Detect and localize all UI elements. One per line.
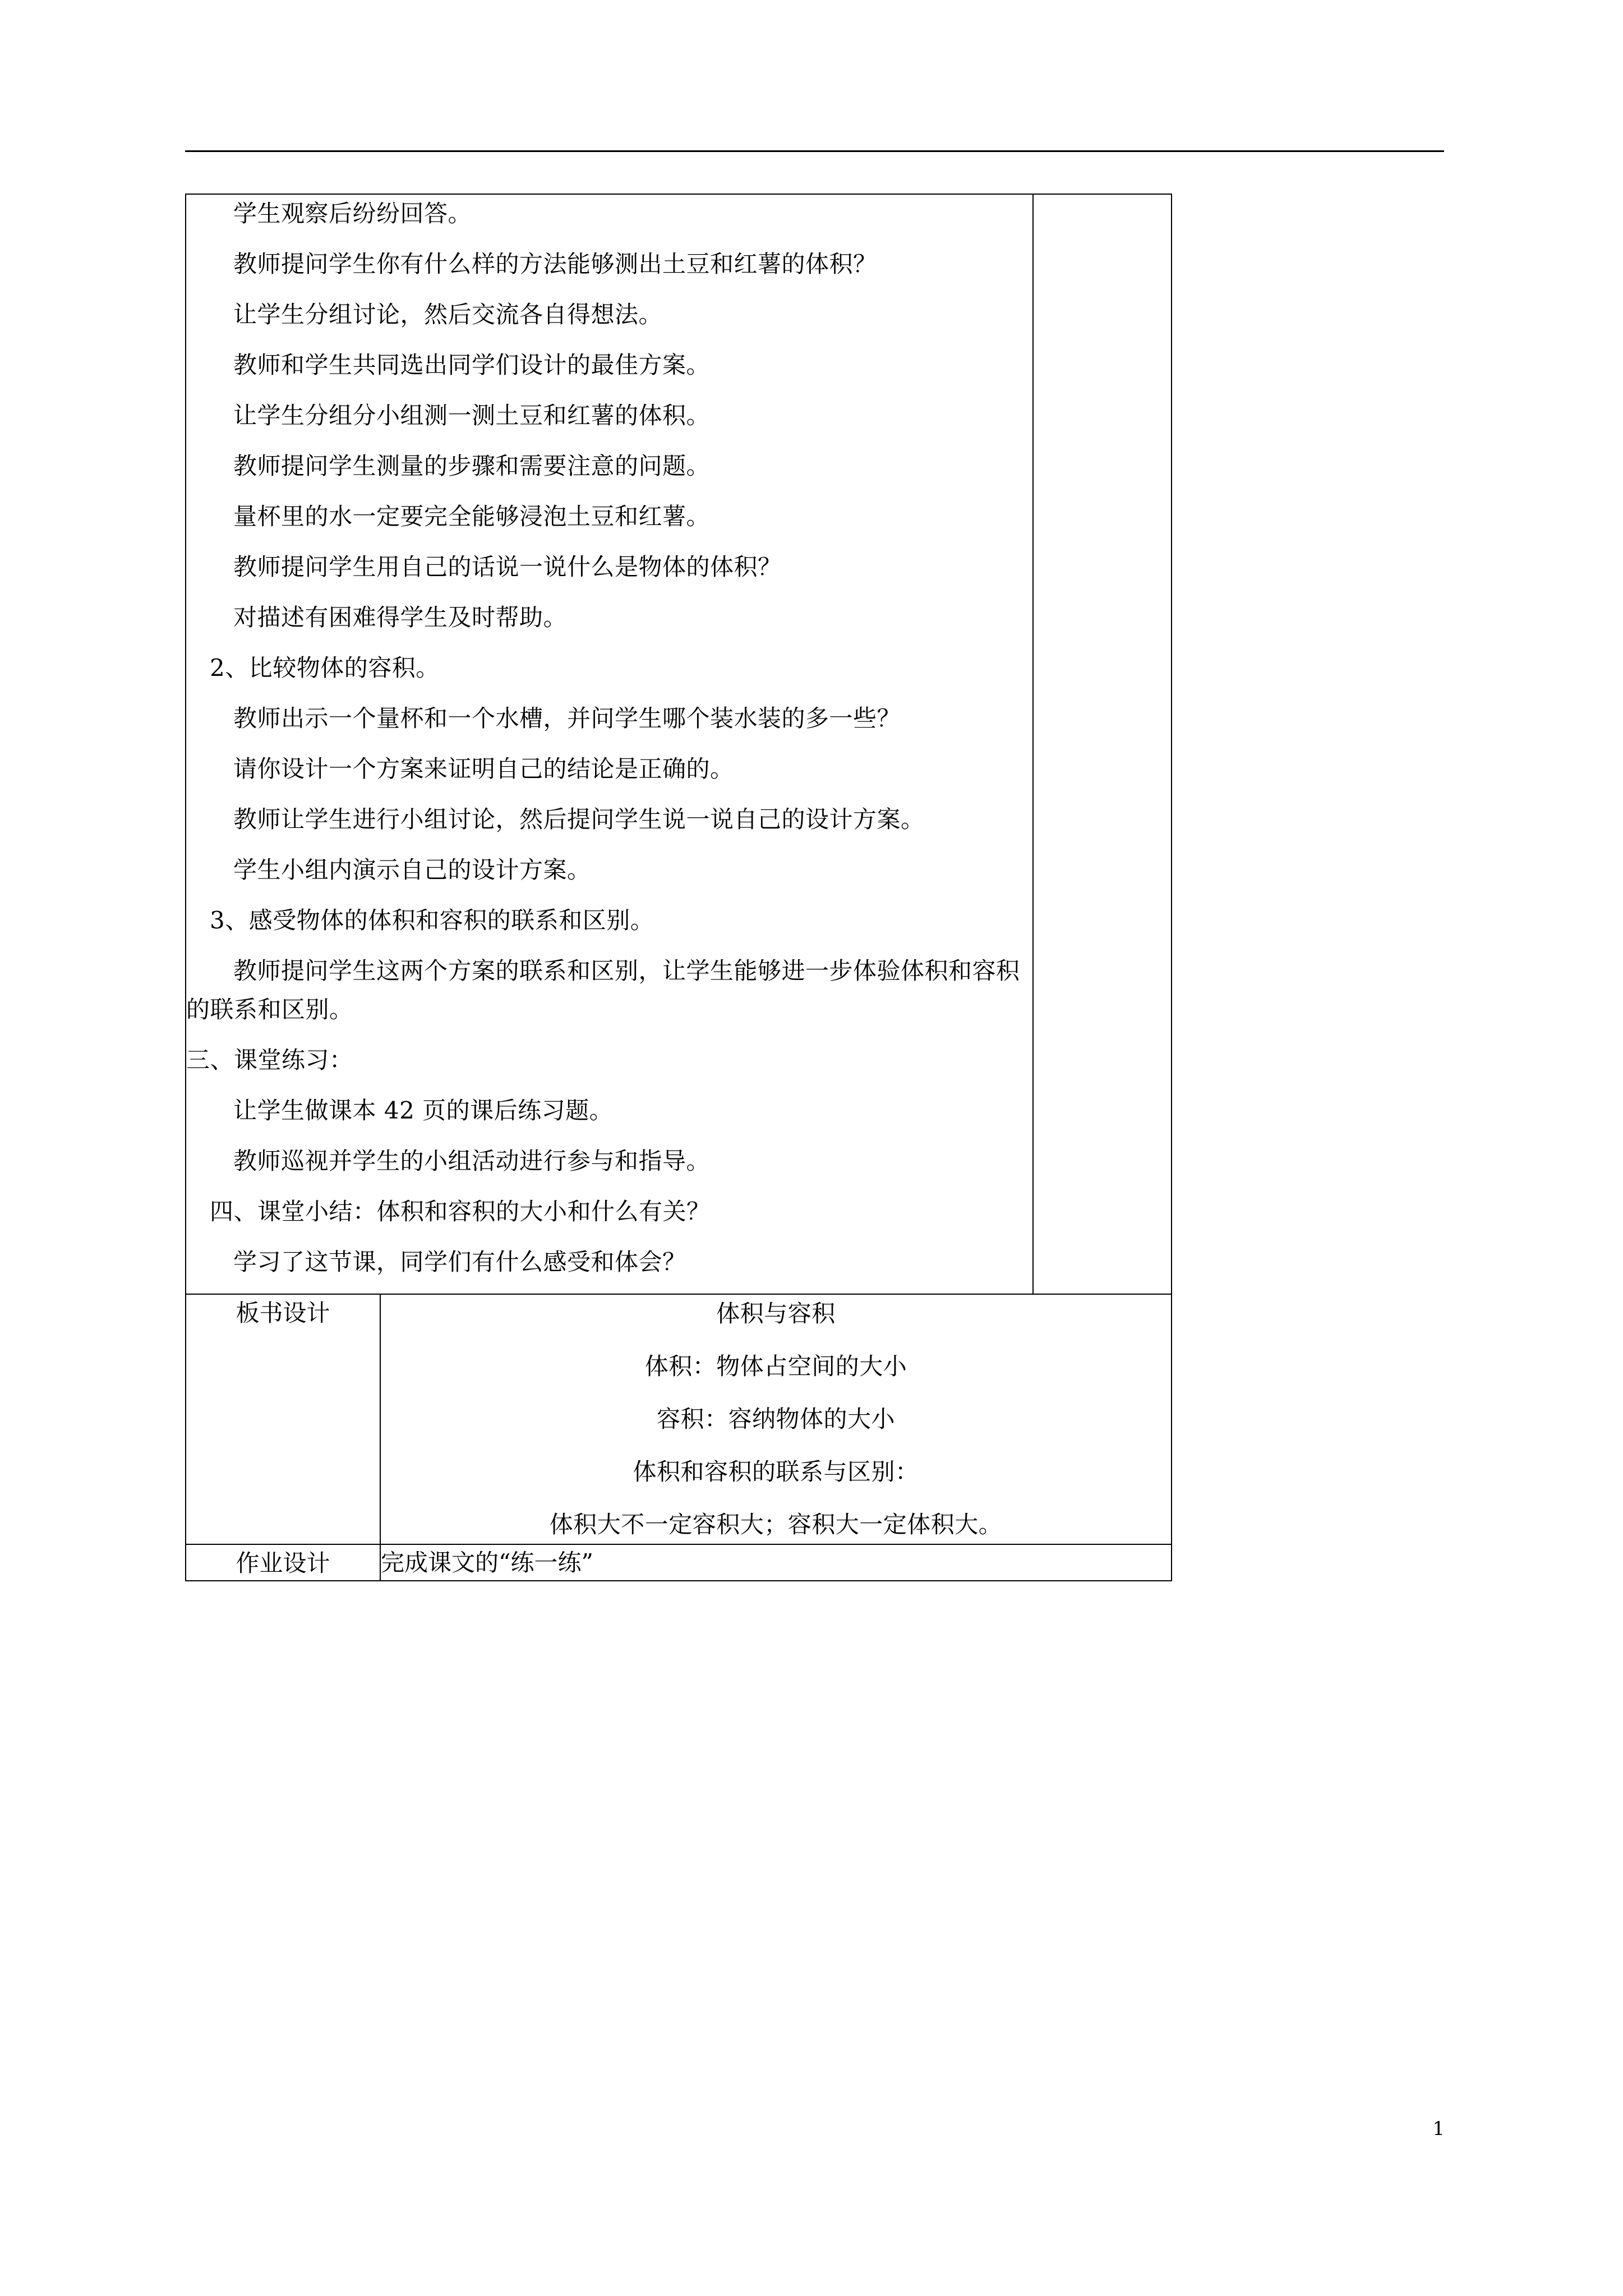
board-design-label: 板书设计 xyxy=(186,1294,380,1544)
lesson-paragraph: 教师巡视并学生的小组活动进行参与和指导。 xyxy=(233,1147,711,1175)
board-design-line: 体积：物体占空间的大小 xyxy=(644,1352,907,1380)
lesson-paragraph: 教师和学生共同选出同学们设计的最佳方案。 xyxy=(233,351,711,379)
lesson-paragraph: 量杯里的水一定要完全能够浸泡土豆和红薯。 xyxy=(233,503,711,531)
lesson-paragraph: 学生观察后纷纷回答。 xyxy=(233,200,472,227)
lesson-paragraph: 四、课堂小结：体积和容积的大小和什么有关？ xyxy=(210,1197,711,1225)
lesson-paragraph: 教师提问学生用自己的话说一说什么是物体的体积？ xyxy=(233,553,782,581)
lesson-paragraph: 教师提问学生你有什么样的方法能够测出土豆和红薯的体积？ xyxy=(233,250,877,278)
page-number: 1 xyxy=(1432,2118,1445,2140)
board-design-line: 体积和容积的联系与区别： xyxy=(633,1457,919,1485)
lesson-body-cell xyxy=(186,194,1033,1294)
lesson-plan-table xyxy=(185,194,1172,1581)
board-design-content xyxy=(380,1294,1172,1544)
table-row-homework xyxy=(186,1544,1172,1581)
board-design-line: 容积：容纳物体的大小 xyxy=(656,1405,895,1433)
lesson-paragraph: 3、感受物体的体积和容积的联系和区别。 xyxy=(210,907,654,935)
lesson-paragraph: 教师提问学生测量的步骤和需要注意的问题。 xyxy=(233,452,711,480)
lesson-paragraph: 教师提问学生这两个方案的联系和区别，让学生能够进一步体验体积和容积的联系和区别。 xyxy=(186,957,1020,1023)
lesson-body-notes-cell xyxy=(1033,194,1172,1294)
lesson-paragraph: 让学生分组分小组测一测土豆和红薯的体积。 xyxy=(233,402,711,430)
lesson-paragraph: 请你设计一个方案来证明自己的结论是正确的。 xyxy=(233,755,734,783)
lesson-paragraph: 教师出示一个量杯和一个水槽，并问学生哪个装水装的多一些？ xyxy=(233,705,901,733)
homework-content: 完成课文的“练一练” xyxy=(380,1544,1172,1581)
lesson-paragraph: 2、比较物体的容积。 xyxy=(210,654,440,682)
lesson-paragraph: 教师让学生进行小组讨论，然后提问学生说一说自己的设计方案。 xyxy=(233,806,925,834)
header-rule xyxy=(185,150,1444,152)
lesson-paragraph: 学习了这节课，同学们有什么感受和体会？ xyxy=(233,1248,686,1276)
lesson-paragraph: 让学生做课本 42 页的课后练习题。 xyxy=(233,1096,614,1124)
lesson-paragraph: 三、课堂练习： xyxy=(186,1046,353,1074)
table-row-board-design xyxy=(186,1294,1172,1544)
lesson-paragraph: 学生小组内演示自己的设计方案。 xyxy=(233,856,591,884)
lesson-paragraph: 让学生分组讨论，然后交流各自得想法。 xyxy=(233,301,663,329)
table-row-lesson-body xyxy=(186,194,1172,1294)
lesson-paragraph: 对描述有困难得学生及时帮助。 xyxy=(233,604,568,632)
board-design-line: 体积大不一定容积大；容积大一定体积大。 xyxy=(549,1510,1003,1538)
board-design-line: 体积与容积 xyxy=(716,1299,836,1327)
homework-label: 作业设计 xyxy=(186,1544,380,1581)
